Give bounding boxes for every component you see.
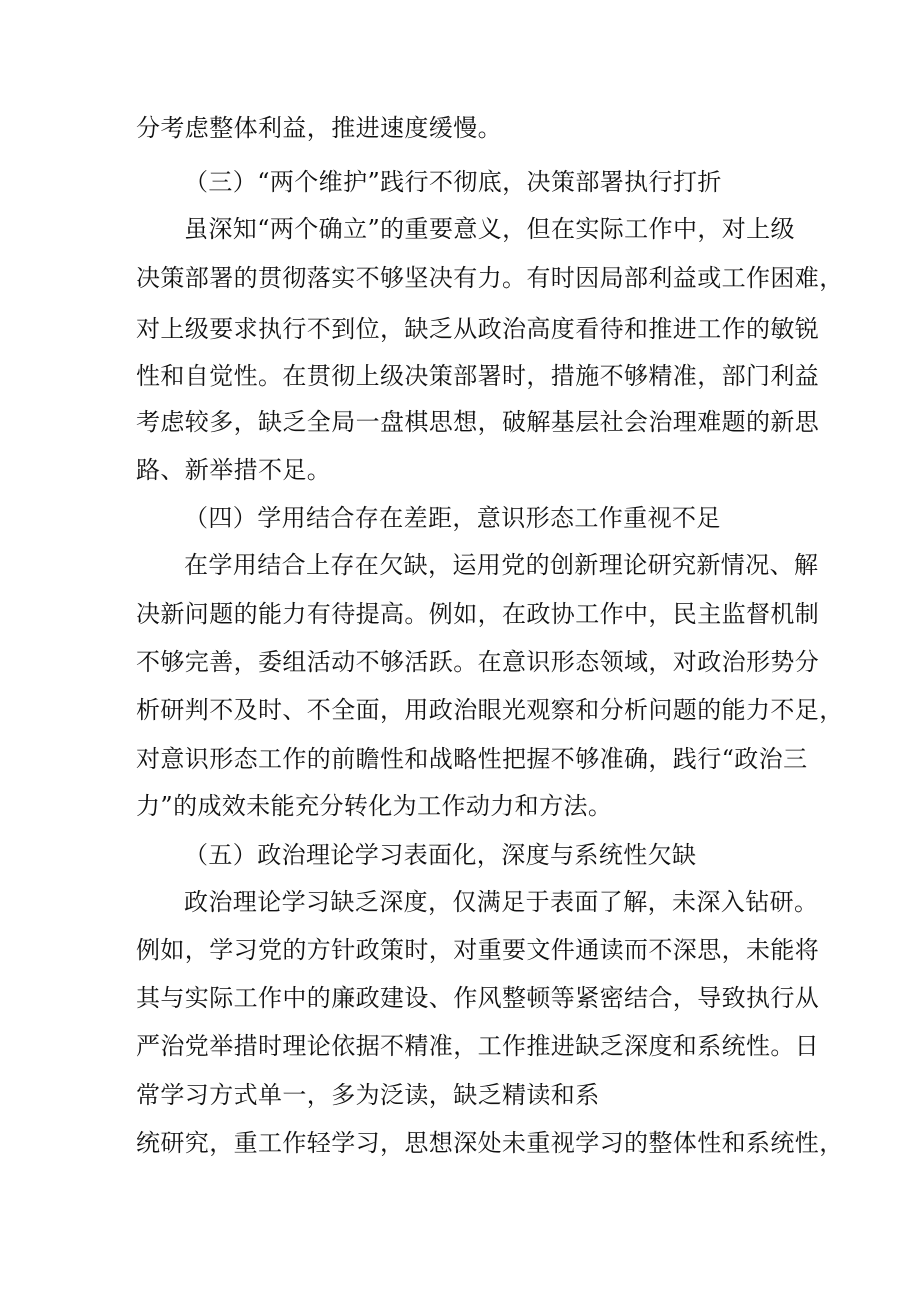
section-heading-4: （四）学用结合存在差距，意识形态工作重视不足 [184, 504, 721, 532]
section-heading-3: （三）“两个维护”践行不彻底，决策部署执行打折 [184, 168, 722, 196]
paragraph-line: 政治理论学习缺乏深度，仅满足于表面了解，未深入钻研。 [184, 888, 819, 916]
paragraph-line: 例如，学习党的方针政策时，对重要文件通读而不深思，未能将 [136, 936, 820, 964]
paragraph-line: 对意识形态工作的前瞻性和战略性把握不够准确，践行“政治三 [136, 745, 808, 773]
paragraph-line: 虽深知“两个确立”的重要意义，但在实际工作中，对上级 [184, 215, 795, 243]
paragraph-line: 严治党举措时理论依据不精准，工作推进缺乏深度和系统性。日 [136, 1032, 820, 1060]
paragraph-line: 其与实际工作中的廉政建设、作风整顿等紧密结合，导致执行从 [136, 984, 820, 1012]
paragraph-line: 分考虑整体利益，推进速度缓慢。 [136, 114, 502, 142]
paragraph-line: 不够完善，委组活动不够活跃。在意识形态领域，对政治形势分 [136, 648, 820, 676]
paragraph-line: 性和自觉性。在贯彻上级决策部署时，措施不够精准，部门利益 [136, 362, 820, 390]
paragraph-line: 对上级要求执行不到位，缺乏从政治高度看待和推进工作的敏锐 [136, 315, 820, 343]
section-heading-5: （五）政治理论学习表面化，深度与系统性欠缺 [184, 841, 697, 869]
paragraph-line: 统研究，重工作轻学习，思想深处未重视学习的整体性和系统性， [136, 1129, 844, 1157]
paragraph-line: 决新问题的能力有待提高。例如，在政协工作中，民主监督机制 [136, 600, 820, 628]
paragraph-line: 常学习方式单一，多为泛读，缺乏精读和系 [136, 1081, 600, 1109]
paragraph-line: 析研判不及时、不全面，用政治眼光观察和分析问题的能力不足， [136, 696, 844, 724]
paragraph-line: 力”的成效未能充分转化为工作动力和方法。 [136, 792, 613, 820]
paragraph-line: 在学用结合上存在欠缺，运用党的创新理论研究新情况、解 [184, 551, 819, 579]
paragraph-line: 路、新举措不足。 [136, 456, 332, 484]
paragraph-line: 决策部署的贯彻落实不够坚决有力。有时因局部利益或工作困难， [136, 264, 844, 292]
paragraph-line: 考虑较多，缺乏全局一盘棋思想，破解基层社会治理难题的新思 [136, 408, 820, 436]
